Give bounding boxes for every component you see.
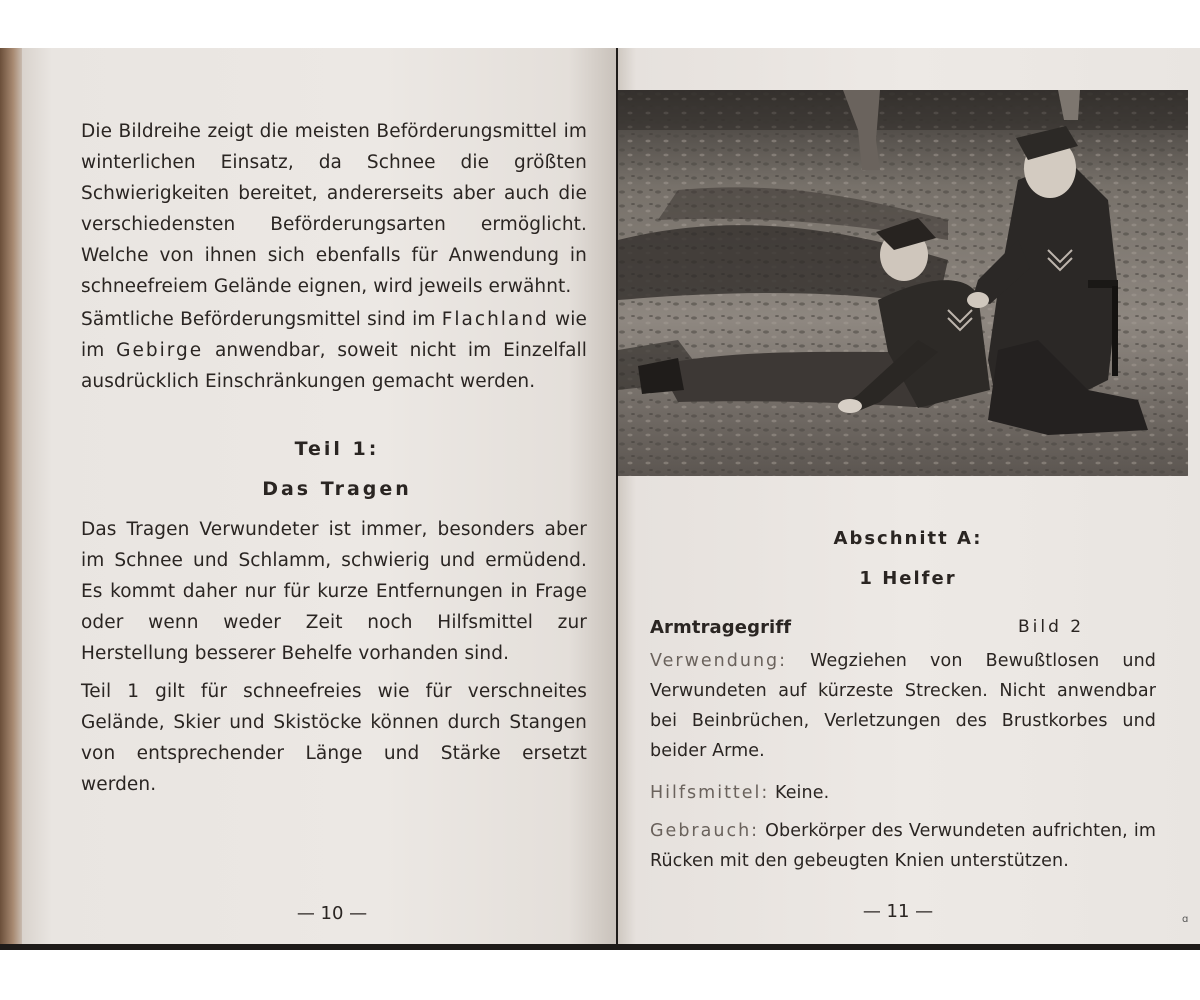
photo-illustration bbox=[618, 90, 1188, 476]
usage-text: Wegziehen von Bewußtlosen und Verwundeten auf kürzeste Strecken. Nicht anwendbar bei Beinbrüchen, Verletzungen des Brustkorbes und beider Arme. bbox=[650, 651, 1156, 761]
use-label: Gebrauch: bbox=[650, 821, 760, 841]
gebirge-emphasis: Gebirge bbox=[116, 340, 204, 361]
grip-title: Armtragegriff bbox=[650, 617, 792, 638]
page-number-left: — 10 — bbox=[296, 903, 368, 924]
section-heading: Abschnitt A: bbox=[833, 528, 983, 549]
intro-paragraph-1: Die Bildreihe zeigt die meisten Beförderungsmittel im winterlichen Einsatz, da Schnee die größten Schwierigkeiten bereitet, andererseits aber auch die verschiedensten Beförderungsarten ermöglicht. Welche von ihnen sich ebenfalls für Anwendung in schneefreiem Gelände eignen, wird jeweils erwähnt. bbox=[81, 121, 587, 297]
figure-reference: Bild 2 bbox=[1018, 617, 1085, 637]
usage-paragraph bbox=[650, 646, 1156, 766]
use-paragraph bbox=[650, 816, 1156, 876]
intro-paragraph-2-part-b: wie im bbox=[81, 309, 588, 361]
use-text: Oberkörper des Verwundeten aufrichten, im Rücken mit den gebeugten Knien unterstützen. bbox=[650, 821, 1156, 871]
left-page bbox=[22, 48, 616, 944]
book-spread bbox=[0, 48, 1200, 950]
book-edge-left bbox=[0, 48, 24, 944]
body-paragraph-2: Teil 1 gilt für schneefreies wie für verschneites Gelände, Skier und Skistöcke können durch Stangen von entsprechender Länge und Stärke ersetzt werden. bbox=[81, 681, 587, 795]
intro-paragraph-2-part-a: Sämtliche Beförderungsmittel sind im bbox=[81, 309, 442, 330]
part-heading: Teil 1: bbox=[294, 438, 380, 460]
aids-text: Keine. bbox=[769, 783, 830, 803]
photo-two-soldiers bbox=[618, 90, 1188, 476]
aids-label: Hilfsmittel: bbox=[650, 783, 770, 803]
intro-paragraph-2 bbox=[81, 304, 587, 397]
flachland-emphasis: Flachland bbox=[441, 309, 549, 330]
part-title: Das Tragen bbox=[262, 478, 412, 500]
body-paragraph-1: Das Tragen Verwundeter ist immer, besonders aber im Schnee und Schlamm, schwierig und ermüdend. Es kommt daher nur für kurze Entfernungen in Frage oder wenn weder Zeit noch Hilfsmittel zur Herstellung besserer Behelfe vorhanden sind. bbox=[81, 519, 587, 664]
margin-mark: ɑ bbox=[1182, 914, 1189, 925]
section-subheading: 1 Helfer bbox=[859, 568, 957, 589]
usage-label: Verwendung: bbox=[650, 651, 788, 671]
intro-paragraph-2-part-c: anwendbar, soweit nicht im Einzelfall ausdrücklich Einschränkungen gemacht werden. bbox=[81, 340, 587, 392]
aids-paragraph bbox=[650, 778, 1156, 808]
page-number-right: — 11 — bbox=[862, 901, 934, 922]
